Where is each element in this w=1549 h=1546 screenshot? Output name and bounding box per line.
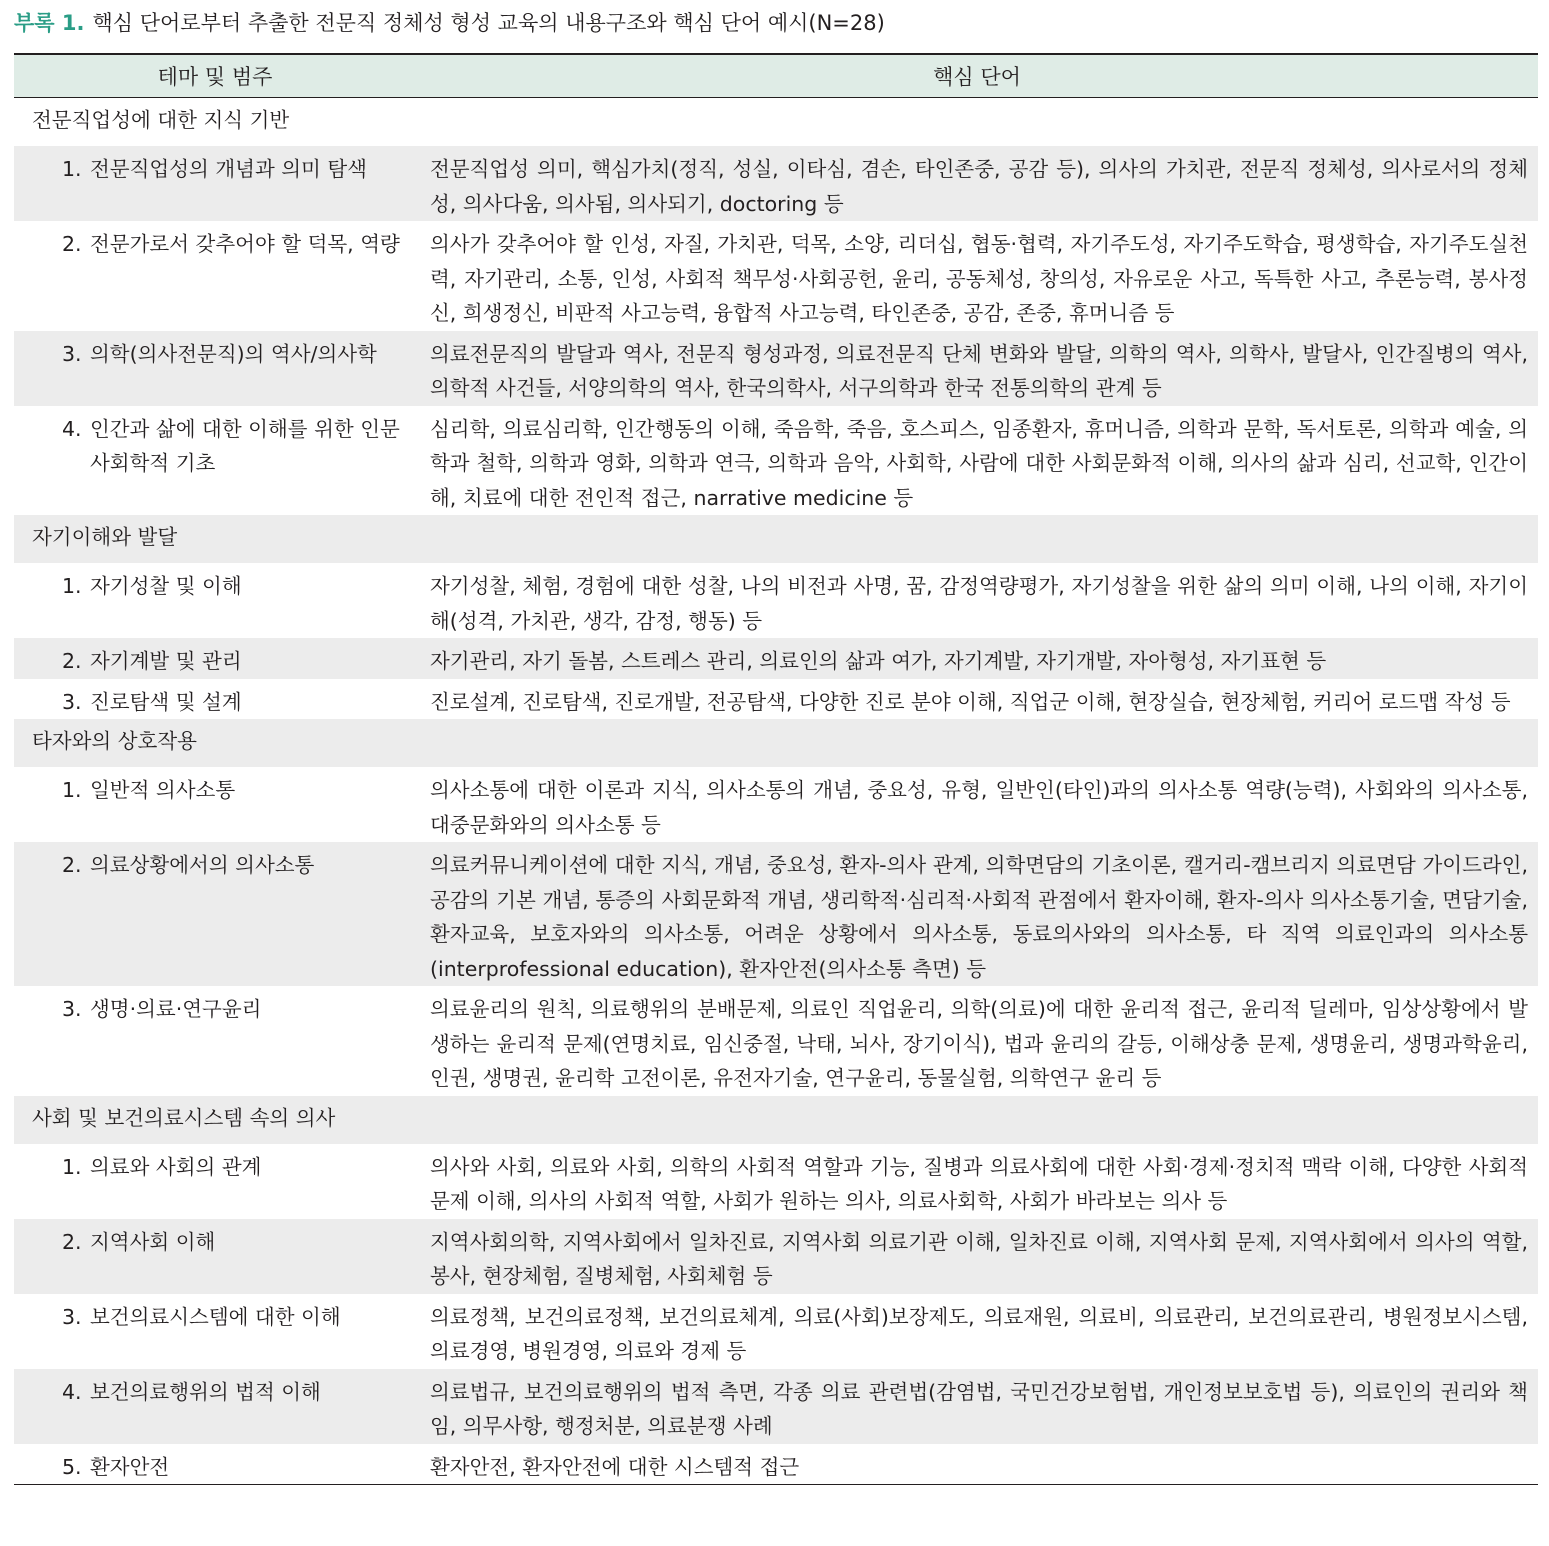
category-label: 의료상황에서의 의사소통 [90,853,315,877]
category-cell [14,1369,416,1444]
category-label: 의학(의사전문직)의 역사/의사학 [90,341,377,366]
category-cell [14,406,416,516]
category-cell [14,1294,416,1369]
header-theme-category: 테마 및 범주 [14,55,416,98]
content-table [14,55,1538,1485]
item-number: 2. [62,649,82,673]
category-label: 일반적 의사소통 [90,778,236,802]
category-label: 진로탐색 및 설계 [90,689,242,714]
category-cell [14,638,416,679]
item-number: 4. [62,416,82,441]
table-row [14,563,1538,638]
category-label: 의료와 사회의 관계 [90,1154,262,1179]
category-cell [14,1219,416,1294]
table-row [14,1219,1538,1294]
category-label: 전문가로서 갖추어야 할 덕목, 역량 [90,232,400,256]
item-number: 1. [62,778,82,802]
theme-label: 전문직업성에 대한 지식 기반 [32,108,290,132]
header-row [14,55,1538,98]
theme-label: 타자와의 상호작용 [14,719,1538,767]
theme-row [14,98,1538,147]
category-label: 지역사회 이해 [90,1229,216,1254]
table-row [14,221,1538,331]
item-number: 3. [62,341,82,366]
category-label: 자기성찰 및 이해 [90,574,242,598]
category-label: 생명·의료·연구윤리 [90,997,262,1021]
item-number: 3. [62,689,82,714]
category-cell [14,767,416,842]
keywords-cell: 의료윤리의 원칙, 의료행위의 분배문제, 의료인 직업윤리, 의학(의료)에 대한 윤리적 접근, 윤리적 딜레마, 임상상황에서 발생하는 윤리적 문제(연명치료, 임신중절, 낙태, 뇌사, 장기이식), 법과 윤리의 갈등, 이해상충 문제, 생명윤리, 생명과학윤리, 인권, 생명권, 윤리학 고전이론, 유전자기술, 연구윤리, 동물실험, 의학연구 윤리 등 [430,997,1528,1090]
table-row [14,767,1538,842]
table-row [14,1444,1538,1485]
keywords-cell: 전문직업성 의미, 핵심가치(정직, 성실, 이타심, 겸손, 타인존중, 공감 등), 의사의 가치관, 전문직 정체성, 의사로서의 정체성, 의사다움, 의사됨, 의사되기, doctoring 등 [416,146,1538,221]
theme-row [14,515,1538,563]
table-row [14,638,1538,679]
item-number: 2. [62,853,82,877]
keywords-cell: 진로설계, 진로탐색, 진로개발, 전공탐색, 다양한 진로 분야 이해, 직업군 이해, 현장실습, 현장체험, 커리어 로드맵 작성 등 [430,689,1511,714]
item-number: 2. [62,1229,82,1254]
caption-label: 부록 1. [14,11,85,35]
item-number: 4. [62,1379,82,1404]
category-cell [14,842,416,986]
keywords-cell: 심리학, 의료심리학, 인간행동의 이해, 죽음학, 죽음, 호스피스, 임종환자, 휴머니즘, 의학과 문학, 독서토론, 의학과 예술, 의학과 철학, 의학과 영화, 의학과 연극, 의학과 음악, 사회학, 사람에 대한 사회문화적 이해, 의사의 삶과 심리, 선교학, 인간이해, 치료에 대한 전인적 접근, narrative medicine 등 [430,416,1528,510]
keywords-cell: 의료커뮤니케이션에 대한 지식, 개념, 중요성, 환자-의사 관계, 의학면담의 기초이론, 캘거리-캠브리지 의료면담 가이드라인, 공감의 기본 개념, 통증의 사회문화적 개념, 생리학적·심리적·사회적 관점에서 환자이해, 환자-의사 의사소통기술, 면담기술, 환자교육, 보호자와의 의사소통, 어려운 상황에서 의사소통, 동료의사와의 의사소통, 타 직역 의료인과의 의사소통(interprofessional education), 환자안전(의사소통 측면) 등 [416,842,1538,986]
category-cell [14,331,416,406]
category-label: 보건의료행위의 법적 이해 [90,1379,321,1404]
category-cell [14,221,416,331]
category-label: 자기계발 및 관리 [90,649,242,673]
keywords-cell: 의료법규, 보건의료행위의 법적 측면, 각종 의료 관련법(감염법, 국민건강보험법, 개인정보보호법 등), 의료인의 권리와 책임, 의무사항, 행정처분, 의료분쟁 사례 [416,1369,1538,1444]
category-cell [14,146,416,221]
header-keywords: 핵심 단어 [416,55,1538,98]
item-number: 3. [62,1304,82,1329]
category-label: 보건의료시스템에 대한 이해 [90,1304,341,1329]
table-row [14,1294,1538,1369]
category-label: 인간과 삶에 대한 이해를 위한 인문사회학적 기초 [90,416,400,475]
table-row [14,842,1538,986]
item-number: 5. [62,1454,82,1479]
theme-row [14,1096,1538,1144]
theme-label: 자기이해와 발달 [14,515,1538,563]
theme-label: 사회 및 보건의료시스템 속의 의사 [14,1096,1538,1144]
keywords-cell: 의료전문직의 발달과 역사, 전문직 형성과정, 의료전문직 단체 변화와 발달, 의학의 역사, 의학사, 발달사, 인간질병의 역사, 의학적 사건들, 서양의학의 역사, 한국의학사, 서구의학과 한국 전통의학의 관계 등 [416,331,1538,406]
keywords-cell: 자기성찰, 체험, 경험에 대한 성찰, 나의 비전과 사명, 꿈, 감정역량평가, 자기성찰을 위한 삶의 의미 이해, 나의 이해, 자기이해(성격, 가치관, 생각, 감정, 행동) 등 [430,574,1528,633]
table-row [14,986,1538,1096]
keywords-cell: 환자안전, 환자안전에 대한 시스템적 접근 [416,1444,1538,1485]
keywords-cell: 의사와 사회, 의료와 사회, 의학의 사회적 역할과 기능, 질병과 의료사회에 대한 사회·경제·정치적 맥락 이해, 다양한 사회적 문제 이해, 의사의 사회적 역할, 사회가 원하는 의사, 의료사회학, 사회가 바라보는 의사 등 [430,1154,1528,1213]
keywords-cell: 자기관리, 자기 돌봄, 스트레스 관리, 의료인의 삶과 여가, 자기계발, 자기개발, 자아형성, 자기표현 등 [416,638,1538,679]
category-cell [14,1444,416,1485]
table-body [14,98,1538,1485]
category-cell [14,679,416,720]
keywords-cell: 의사가 갖추어야 할 인성, 자질, 가치관, 덕목, 소양, 리더십, 협동·협력, 자기주도성, 자기주도학습, 평생학습, 자기주도실천력, 자기관리, 소통, 인성, 사회적 책무성·사회공헌, 윤리, 공동체성, 창의성, 자유로운 사고, 독특한 사고, 추론능력, 봉사정신, 희생정신, 비판적 사고능력, 융합적 사고능력, 타인존중, 공감, 존중, 휴머니즘 등 [430,232,1528,325]
item-number: 1. [62,157,82,181]
theme-row [14,719,1538,767]
item-number: 2. [62,232,82,256]
table-row [14,331,1538,406]
table-row [14,679,1538,720]
table-row [14,406,1538,516]
table-row [14,146,1538,221]
category-cell [14,1144,416,1219]
keywords-cell: 의사소통에 대한 이론과 지식, 의사소통의 개념, 중요성, 유형, 일반인(타인)과의 의사소통 역량(능력), 사회와의 의사소통, 대중문화와의 의사소통 등 [430,778,1528,837]
table-row [14,1144,1538,1219]
keywords-cell: 의료정책, 보건의료정책, 보건의료체계, 의료(사회)보장제도, 의료재원, 의료비, 의료관리, 보건의료관리, 병원정보시스템, 의료경영, 병원경영, 의료와 경제 등 [430,1304,1528,1363]
item-number: 1. [62,1154,82,1179]
table-row [14,1369,1538,1444]
category-label: 전문직업성의 개념과 의미 탐색 [90,157,367,181]
category-cell [14,563,416,638]
item-number: 3. [62,997,82,1021]
table-caption [14,8,1544,38]
caption-text: 핵심 단어로부터 추출한 전문직 정체성 형성 교육의 내용구조와 핵심 단어 예시(N=28) [92,11,885,35]
item-number: 1. [62,574,82,598]
category-cell [14,986,416,1096]
category-label: 환자안전 [90,1454,170,1479]
keywords-cell: 지역사회의학, 지역사회에서 일차진료, 지역사회 의료기관 이해, 일차진료 이해, 지역사회 문제, 지역사회에서 의사의 역할, 봉사, 현장체험, 질병체험, 사회체험 등 [416,1219,1538,1294]
